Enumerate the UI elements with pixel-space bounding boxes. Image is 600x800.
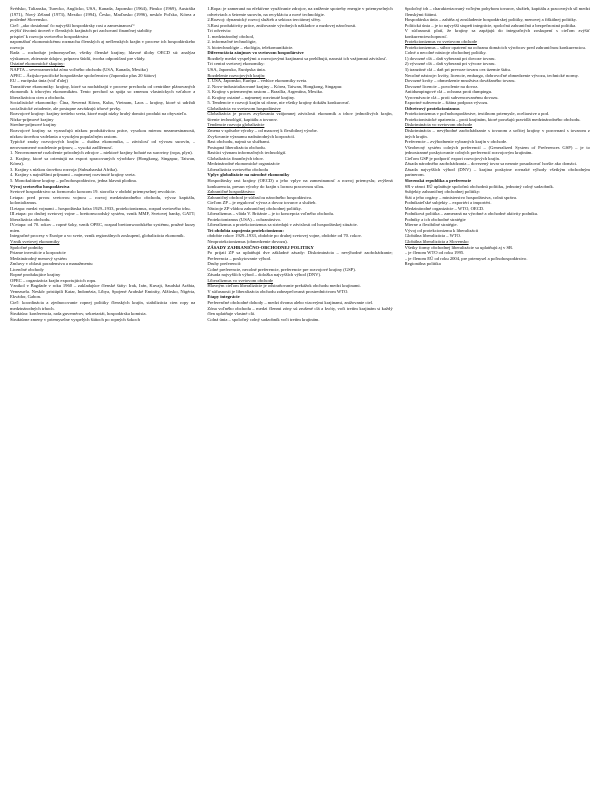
paragraph: Ropné produkujúce krajiny xyxy=(10,272,61,278)
paragraph: Podniková politika – zameraná na výrobné a obchodné aktivity podniku. xyxy=(404,211,539,217)
paragraph: Medzinárodné ekonomické organizácie xyxy=(207,161,280,167)
paragraph: 3) tranzitné clá – daň pri prevoze tovaru cez územie štátu. xyxy=(404,67,511,73)
paragraph: Spoločný trh – charakterizovaný voľným pohybom tovarov, služieb, kapitálu a pracovných síl medzi členskými štátmi. xyxy=(404,6,590,17)
paragraph: OPEC – organizácia krajín exportujúcich ropu. xyxy=(10,277,97,283)
paragraph: APEC – Ázijsko-pacifické hospodárske spoločenstvo (Japonsko plus 20 štátov) xyxy=(10,72,157,78)
paragraph: Protekcionizmus (USA) – ochranárstvo. xyxy=(207,216,282,222)
paragraph: Liberalizmus vo svetovom obchode xyxy=(207,277,274,283)
paragraph: 1. Nerovnomerné rozloženie prírodných zdrojov – niektoré krajiny bohaté na suroviny (ropa, plyn). xyxy=(10,150,193,156)
paragraph: Colná únia – spoločný colný sadzobník voči tretím krajinám. xyxy=(207,316,320,322)
paragraph: Nízko-príjmové krajiny xyxy=(10,116,54,122)
paragraph: Cieľ: „ako dosiahnuť čo najvyšší hospodársky rast a zamestnanosť“ xyxy=(10,22,135,28)
paragraph: Protekcionizmus – súbor opatrení na ochranu domácich výrobcov pred zahraničnou konkurenciou. xyxy=(404,44,586,50)
paragraph: Zóna voľného obchodu – medzi členmi zóny sú zrušené clá a kvóty, voči tretím krajinám si každý člen uplatňuje vlastné clá. xyxy=(207,305,393,317)
paragraph: Po prijatí ZP sa uplatňujú dve základné zásady: Diskriminácia – nevýhodné zaobchádzanie; Preferencia – poskytovanie výhod. xyxy=(207,250,393,261)
paragraph: Rastúci význam informačných technológií. xyxy=(207,150,287,156)
paragraph: 5. Monokultúrne krajiny – poľnohospodárstvo, jedna hlavná plodina. xyxy=(10,177,137,183)
paragraph: Protekcionizmus vo svetovom obchode xyxy=(404,39,477,45)
paragraph: 1.Ropa: je zameraná na efektívne využívanie zdrojov, na zníženie spotreby energie v priemyselných odvetviach a šetrenie surovín, na recykláciu a nové technológie. xyxy=(207,6,393,17)
paragraph: Tri centrá svetovej ekonomiky: xyxy=(207,61,265,67)
paragraph: Tendencie rozvoja globalizácie xyxy=(207,122,265,128)
paragraph: Nástroje ZP vládou zahraničnej obchodnej politiky. xyxy=(207,205,302,211)
paragraph: 3.Rast produktivity práce, znižovanie výrobných nákladov a mzdovej náročnosti. xyxy=(207,22,357,28)
paragraph: Liberalizmus – vláda V. Británie – je to koncepcia voľného obchodu. xyxy=(207,211,335,217)
paragraph: Socialistické ekonomiky: Čína, Severná Kórea, Kuba, Vietnam, Laos – krajiny, ktoré si udržali socialistické zriadenie, ale postupne zavádzajú trhové prvky. xyxy=(10,100,196,111)
paragraph: 3. biotechnológie – ekológia, telekomunikácie. xyxy=(207,44,294,50)
paragraph: Tranzitívne ekonomiky: krajiny, ktoré sa nachádzajú v procese prechodu od centrálne plánovaných ekonomík k trhovým ekonomikám. Tento prechod sa spája so zmenou vlastníckych vzťahov a liberalizáciou cien a obchodu. xyxy=(10,83,196,100)
text-column-left xyxy=(10,6,195,796)
paragraph: Rast obchodu, najmä so službami. xyxy=(207,139,271,145)
paragraph: 4. Krajiny ostatné – najmenej rozvinuté krajiny. xyxy=(207,94,296,100)
paragraph: Dovozné kvóty – obmedzenie množstva dovážaného tovaru. xyxy=(404,78,516,84)
paragraph: NAFTA – severoamerická zóna voľného obchodu (USA, Kanada, Mexiko) xyxy=(10,67,148,73)
paragraph: Zahraničný obchod je súčasťou národného hospodárstva. xyxy=(207,194,313,200)
paragraph: USA, Japonsko, Európska únia. xyxy=(207,67,266,73)
paragraph: Colné preferencie, necolné preferencie, preferencie pre rozvojové krajiny (GSP). xyxy=(207,266,356,272)
paragraph: Rozdelenie rozvojových krajín: xyxy=(207,72,266,78)
paragraph: Vznik svetovej ekonomiky xyxy=(10,238,60,244)
paragraph: Rozdiely medzi vyspelými a rozvojovými krajinami sa prehlbujú, narastá ich vzájomná závislosť. xyxy=(207,55,387,61)
paragraph: Cieľom ZP – je regulovať vývoz a dovoz tovarov a služieb. xyxy=(207,200,317,206)
paragraph: Zmluvy v oblasti poradenstva a manažmentu xyxy=(10,261,93,267)
paragraph: 2.Rozvoj: dynamický rozvoj služieb a sektora terciárnej sféry. xyxy=(207,17,322,23)
paragraph: I.etapa: pred prvou svetovou vojnou – rozvoj medzinárodného obchodu, vývoz kapitálu, kolonializmus. xyxy=(10,194,196,206)
paragraph: Medzinárodný menový systém xyxy=(10,255,67,261)
paragraph: Štát a jeho orgány – ministerstvo hospodárstva, colná správa. xyxy=(404,194,518,200)
paragraph: Etapy integrácie xyxy=(207,294,240,300)
paragraph: zvýšiť životnú úroveň v členských krajinách pri zachovaní finančnej stability xyxy=(10,28,152,34)
paragraph: Globálna liberalizácia a Slovensko xyxy=(404,238,469,244)
paragraph: Diskriminácia – nevýhodné zaobchádzanie s tovarom z určitej krajiny v porovnaní s tovarom z iných krajín. xyxy=(404,128,590,139)
paragraph: Mierne a flexibilné stratégie. xyxy=(404,222,458,228)
paragraph: Zásada najvyšších výhod (DNV) – krajina poskytne rovnaké výhody všetkým obchodným partnerom. xyxy=(404,166,590,178)
paragraph: Liberalizmus a protekcionizmus sa striedajú v závislosti od hospodárskej situácie. xyxy=(207,222,358,228)
paragraph: IV.etapa: od 70. rokov – ropné šoky, vznik OPEC, rozpad brettonwoodského systému, pružné kurzy mien. xyxy=(10,222,196,233)
paragraph: SR v rámci EÚ uplatňuje spoločnú obchodnú politiku, jednotný colný sadzobník. xyxy=(404,183,554,189)
paragraph: V súčasnosti je liberalizácia obchodu zabezpečovaná prostredníctvom WTO. xyxy=(207,288,349,294)
paragraph: Priame investície a korporácie xyxy=(10,250,66,256)
paragraph: Subjekty zahraničnej obchodnej politiky: xyxy=(404,189,481,195)
paragraph: ZÁSADY ZAHRANIČNO-OBCHODNEJ POLITIKY xyxy=(207,244,314,250)
paragraph: 2) vývozné clá – daň vyberaná pri vývoze tovaru. xyxy=(404,61,496,67)
paragraph: Liberalizácia svetového obchodu xyxy=(207,166,269,172)
paragraph: 2. Novo-industrializované krajiny – Kórea, Taiwan, Hongkong, Singapur. xyxy=(207,83,343,89)
paragraph: Švédsko, Talianska, Turecko, Anglicko, USA, Kanada, Japonsko (1964), Fínsko (1969), Austrália (1971), Nový Zéland (1973), Mexiko (1994), Česko, Maďarsko (1996), neskôr Poľsko, Kórea a posledné Slovensko. xyxy=(10,6,196,23)
paragraph: Antidumpingové clá – ochrana proti dumpingu. xyxy=(404,89,493,95)
paragraph: Vývoj od protekcionizmu k liberalizácii xyxy=(404,227,479,233)
paragraph: 2. informačné technológie, xyxy=(207,39,257,45)
paragraph: Necolné nástroje: kvóty, licencie, embargo, dobrovoľné obmedzenie vývozu, technické normy. xyxy=(404,72,579,78)
paragraph: III.etapa: po druhej svetovej vojne – brettonwoodský systém, vznik MMF, Svetovej banky, GATT; liberalizácia obchodu. xyxy=(10,211,196,222)
paragraph: Cieľ: koordinácia a zjednocovanie ropnej politiky členských krajín, stabilizácia cien ropy na medzinárodných trhoch. xyxy=(10,299,196,311)
paragraph: Vyrovnávacie clá – proti subvencovanému dovozu. xyxy=(404,94,499,100)
paragraph: Podniky a ich obchodné stratégie xyxy=(404,216,466,222)
paragraph: Stredne-príjmové krajiny xyxy=(10,122,57,128)
paragraph: Exportné subvencie – štátna podpora vývozu. xyxy=(404,100,489,106)
paragraph: Slovenská republika a preferencie xyxy=(404,177,472,183)
paragraph: – je členom WTO od roku 1995. xyxy=(404,250,465,256)
paragraph: 1) dovozné clá – daň vyberaná pri dovoze tovaru. xyxy=(404,55,496,61)
paragraph: Hlavným cieľom liberalizácie je odstraňovanie prekážok obchodu medzi krajinami. xyxy=(207,283,361,289)
paragraph: V súčasnosti platí, že krajiny sa zapájajú do integračných zoskupení s cieľom zvýšiť konkurencieschopnosť. xyxy=(404,28,590,39)
paragraph: Spoločné podniky xyxy=(10,244,44,250)
paragraph: Globalizácia je proces zvyšovania vzájomnej závislosti ekonomík a trhov jednotlivých krajín, šírenie technológií, kapitálu a tovarov. xyxy=(207,111,393,122)
paragraph: 4. Krajiny s najnižšími príjmami – najmenej rozvinuté krajiny sveta. xyxy=(10,172,136,178)
paragraph: Hospodárska únia – zahŕňa aj zosúladenie hospodárskej politiky, menovej a fiškálnej politiky. xyxy=(404,17,577,23)
paragraph: Preferencie – zvýhodnenie vybraných krajín v obchode. xyxy=(404,139,508,145)
paragraph: Štruktúrne zmeny v priemyselne vyspelých štátoch po ropných šokoch xyxy=(10,316,140,322)
paragraph: Globalizácia vo svetovom hospodárstve xyxy=(207,105,281,111)
paragraph: Globalizácia finančných trhov. xyxy=(207,155,264,161)
paragraph: Tri obdobia zapojenia protekcionizmu: xyxy=(207,227,284,233)
paragraph: – je členom EÚ od roku 2004, pre priemysel a poľnohospodárstvo. xyxy=(404,255,528,261)
paragraph: Regionálna politika xyxy=(404,261,441,267)
paragraph: 2. Krajiny, ktoré sa orientujú na export spracovaných výrobkov (Hongkong, Singapur, Taiwan, Kórea). xyxy=(10,155,196,167)
paragraph: Dovozné licencie – povolenie na dovoz. xyxy=(404,83,479,89)
text-column-middle xyxy=(207,6,392,796)
paragraph: Preferenčné obchodné dohody – medzi dvoma alebo viacerými krajinami, znižovanie ciel. xyxy=(207,299,374,305)
paragraph: Typické znaky rozvojových krajín: – duálna ekonomika, – závislosť od vývozu surovín, – nerovnomerné rozdelenie príjmov, – vysoká zadlženosť. xyxy=(10,139,196,150)
paragraph: Medzinárodné organizácie – WTO, OECD. xyxy=(404,205,485,211)
paragraph: napomáhať ekonomickému rozmachu členských aj nečlenských krajín v procese ich hospodárskeho rozvoja xyxy=(10,39,196,50)
paragraph: obdobie rokov 1929–1933, obdobie po druhej svetovej vojne, obdobie od 70. rokov. xyxy=(207,233,362,239)
paragraph: Všetky formy obchodnej liberalizácie sa uplatňujú aj v SR. xyxy=(404,244,514,250)
paragraph: Zásada národného zaobchádzania – dovezený tovar sa nesmie posudzovať horšie ako domáci. xyxy=(404,161,578,167)
paragraph: Diskriminácia vo svetovom obchode xyxy=(404,122,473,128)
paragraph: Podnikateľské subjekty – exportéri a importéri. xyxy=(404,200,492,206)
paragraph: Licenčné obchody xyxy=(10,266,44,272)
paragraph: Vznikol v Bagdade v roku 1960 – zakladajúce členské štáty: Irak, Irán, Kuvajt, Saudská Arábia, Venezuela. Neskôr pristúpili Katar, Indonézia, Líbya, Spojené Arabské Emiráty, Alžírsko, Nigéria, Ekvádor, Gabon. xyxy=(10,283,196,300)
paragraph: Rozvojové krajiny sa vyznačujú nízkou produktivitou práce, vysokou mierou nezamestnanosti, nízkou úrovňou vzdelania a vysokým populačným rastom. xyxy=(10,128,196,139)
paragraph: Rozvojové krajiny: krajiny tretieho sveta, ktoré majú nízky hrubý domáci produkt na obyvateľa. xyxy=(10,111,187,117)
paragraph: Zásada najvyšších výhod – doložka najvyšších výhod (DNV). xyxy=(207,272,322,278)
paragraph: Odvetvový protekcionizmus xyxy=(404,105,460,111)
paragraph: Cieľom GSP je podporiť export rozvojových krajín. xyxy=(404,155,501,161)
paragraph: Vplyv globalizácie na národné ekonomiky xyxy=(207,172,290,178)
paragraph: Rada – rozhoduje jednomyseľne, všetky členské krajiny; hlavné úlohy OECD sú: analýza výskumov, zbieranie údajov, príprava štúdií, tvorba odporúčaní pre vlády. xyxy=(10,50,196,61)
paragraph: Neoprotekcionizmus (obmedzenie dovozu). xyxy=(207,238,288,244)
paragraph: 1. USA, Japonsko, Európa – vedúce ekonomiky sveta. xyxy=(207,78,308,84)
paragraph: EU – európska únia (viď ďalej) xyxy=(10,78,68,84)
paragraph: 1. medzinárodný obchod, xyxy=(207,33,255,39)
paragraph: Zahraničné hospodárstvo: xyxy=(207,189,255,195)
paragraph: Protekcionistické opatrenia – proti krajinám, ktoré porušujú pravidlá medzinárodného obchodu. xyxy=(404,116,581,122)
paragraph: Globálna liberalizácia – WTO. xyxy=(404,233,462,239)
paragraph: Integračné procesy v Európe a vo svete, vznik regionálnych zoskupení, globalizácia ekonomík. xyxy=(10,233,185,239)
paragraph: Štruktúra: konferencia, rada guvernérov, sekretariát, hospodárska komisia. xyxy=(10,311,147,317)
paragraph: Druhy preferencií: xyxy=(207,261,242,267)
paragraph: Zvyšovanie významu nadnárodných korporácií. xyxy=(207,133,296,139)
paragraph: Colné a necolné nástroje obchodnej politiky. xyxy=(404,50,487,56)
text-column-right xyxy=(405,6,590,796)
paragraph: Postupná liberalizácia obchodu. xyxy=(207,144,266,150)
paragraph: Svetové hospodárstvo sa formovalo koncom 19. storočia v období priemyselnej revolúcie. xyxy=(10,189,176,195)
paragraph: Vývoj svetového hospodárstva xyxy=(10,183,70,189)
paragraph: Zmena v spôsobe výroby – od masovej k flexibilnej výrobe. xyxy=(207,128,318,134)
paragraph: Diferenciácia záujmov vo svetovom hospodárstve xyxy=(207,50,304,56)
paragraph: Všeobecný systém colných preferencií – (Generalized System of Preferences GSP) – je to jednostranné poskytovanie colných preferencií rozvojovým krajinám. xyxy=(404,144,590,156)
paragraph: Protekcionizmus v poľnohospodárstve, textilnom priemysle, oceliarstve a pod. xyxy=(404,111,550,117)
paragraph: prispieť k rozvoju svetového hospodárstva xyxy=(10,33,89,39)
paragraph: 3. Krajiny s priemerným rastom – Brazília, Argentína, Mexiko. xyxy=(207,89,324,95)
paragraph: 5. Tendencie v rozvoji krajín sú rôzne, nie všetky krajiny dokážu konkurovať. xyxy=(207,100,351,106)
paragraph: Politická únia – je to najvyšší stupeň integrácie, spoločná zahraničná a bezpečnostná politika. xyxy=(404,22,577,28)
paragraph: Hospodársky rast krajiny (OECD) a jeho vplyv na zamestnanosť a rozvoj priemyslu; zvýšená konkurencia, presun výroby do krajín s lacnou pracovnou silou. xyxy=(207,177,393,189)
paragraph: 3. Krajiny s nízkou úrovňou rozvoja (Subsaharská Afrika). xyxy=(10,166,118,172)
paragraph: II.etapa: medzi vojnami – hospodárska kríza 1929–1933, protekcionizmus, rozpad svetového trhu. xyxy=(10,205,191,211)
paragraph: Tri odvetvia: xyxy=(207,28,232,34)
paragraph: Ostatné ekonomické skupiny: xyxy=(10,61,65,67)
